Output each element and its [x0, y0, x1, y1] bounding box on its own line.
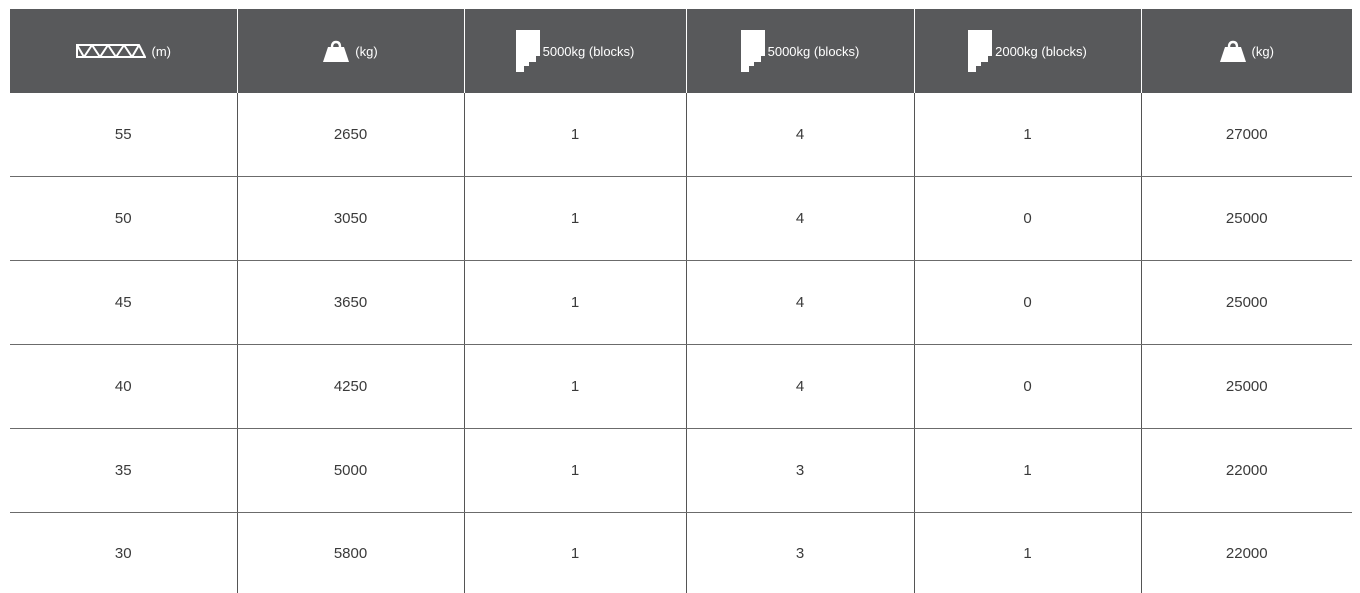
header-blocks-5000-a — [464, 9, 686, 93]
table-row — [10, 513, 1352, 593]
header-label: 5000kg (blocks) — [768, 44, 860, 59]
table-cell: 40 — [10, 345, 237, 429]
table-row — [10, 345, 1352, 429]
header-jib-length — [10, 9, 237, 93]
table-cell: 0 — [914, 177, 1141, 261]
table-cell: 25000 — [1141, 345, 1352, 429]
table-cell: 1 — [914, 429, 1141, 513]
table-cell: 55 — [10, 93, 237, 177]
table-row — [10, 177, 1352, 261]
load-table — [10, 9, 1352, 593]
table-cell: 3 — [686, 429, 914, 513]
counterweight-block-icon — [968, 30, 992, 72]
counterweight-block-icon — [516, 30, 540, 72]
table-cell: 4250 — [237, 345, 464, 429]
header-blocks-5000-b — [686, 9, 914, 93]
table-row — [10, 261, 1352, 345]
header-label: (kg) — [1252, 44, 1274, 59]
table-cell: 0 — [914, 345, 1141, 429]
counterweight-block-icon — [741, 30, 765, 72]
table-cell: 50 — [10, 177, 237, 261]
table-cell: 1 — [464, 513, 686, 593]
table-cell: 27000 — [1141, 93, 1352, 177]
header-label: 2000kg (blocks) — [995, 44, 1087, 59]
table-body — [10, 93, 1352, 593]
table-header — [10, 9, 1352, 93]
table-cell: 3650 — [237, 261, 464, 345]
table-row — [10, 429, 1352, 513]
table-cell: 1 — [464, 177, 686, 261]
header-label: (m) — [152, 44, 172, 59]
truss-jib-icon — [76, 44, 146, 58]
table-cell: 22000 — [1141, 513, 1352, 593]
table-cell: 30 — [10, 513, 237, 593]
table-cell: 1 — [914, 93, 1141, 177]
table-row — [10, 93, 1352, 177]
table-cell: 0 — [914, 261, 1141, 345]
table-cell: 3 — [686, 513, 914, 593]
table-cell: 1 — [464, 261, 686, 345]
table-cell: 1 — [464, 345, 686, 429]
header-label: (kg) — [355, 44, 377, 59]
header-load-weight — [237, 9, 464, 93]
table-cell: 1 — [464, 429, 686, 513]
table-cell: 35 — [10, 429, 237, 513]
table-cell: 45 — [10, 261, 237, 345]
table-cell: 4 — [686, 345, 914, 429]
table-cell: 1 — [464, 93, 686, 177]
table-cell: 22000 — [1141, 429, 1352, 513]
weight-icon — [1220, 40, 1246, 62]
table-cell: 1 — [914, 513, 1141, 593]
table-cell: 3050 — [237, 177, 464, 261]
header-blocks-2000 — [914, 9, 1141, 93]
weight-icon — [323, 40, 349, 62]
table-cell: 4 — [686, 261, 914, 345]
table-cell: 2650 — [237, 93, 464, 177]
table-cell: 25000 — [1141, 177, 1352, 261]
header-label: 5000kg (blocks) — [543, 44, 635, 59]
table-cell: 5800 — [237, 513, 464, 593]
table-cell: 4 — [686, 177, 914, 261]
table-cell: 4 — [686, 93, 914, 177]
table-cell: 25000 — [1141, 261, 1352, 345]
table-cell: 5000 — [237, 429, 464, 513]
header-total-weight — [1141, 9, 1352, 93]
